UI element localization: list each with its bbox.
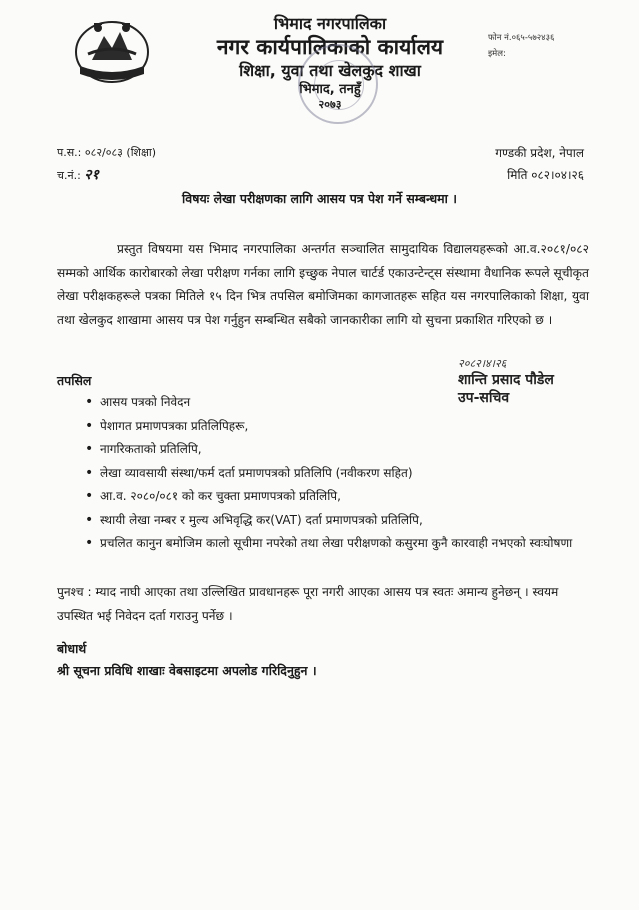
postscript-note: पुनश्च : म्याद नाघी आएका तथा उल्लिखित प्रावधानहरू पूरा नगरी आएका आसय पत्र स्वतः अमान्य हुनेछन् । स्वयम उपस्थित भई निवेदन दर्ता गराउनु पर्नेछ । (57, 585, 559, 623)
reference-block (57, 142, 156, 187)
dispatch-number: २१ (84, 167, 99, 183)
branch-name: शिक्षा, युवा तथा खेलकुद शाखा (239, 61, 421, 80)
org-name: भिमाद नगरपालिका (273, 14, 387, 33)
stamp-inner-ring (314, 60, 364, 110)
dispatch-number-row (57, 164, 156, 187)
list-item: • नागरिकताको प्रतिलिपि, (86, 439, 586, 460)
office-stamp (298, 44, 378, 124)
province-date-block (495, 142, 584, 186)
enclosure-heading: तपसिल (57, 373, 92, 388)
list-item: • प्रचलित कानुन बमोजिम कालो सूचीमा नपरेको तथा लेखा परीक्षणको कसुरमा कुनै कारवाही नभएको स्वःघोषणा (86, 533, 586, 554)
subject-line (0, 190, 639, 207)
province: गण्डकी प्रदेश, नेपाल (495, 146, 584, 160)
list-item: • आसय पत्रको निवेदन (86, 392, 586, 413)
enclosure-list (86, 392, 586, 557)
email-label: इमेल: (488, 49, 506, 59)
subject-label: विषयः (182, 191, 210, 206)
phone-number: फोन नं.०६५-५७२४३६ (488, 33, 555, 43)
municipality-emblem-icon (70, 14, 154, 86)
letter-date: मिति ०८२।०४।२६ (507, 168, 584, 182)
list-item: • लेखा व्यावसायी संस्था/फर्म दर्ता प्रमाणपत्रको प्रतिलिपि (नवीकरण सहित) (86, 463, 586, 484)
list-item: • पेशागत प्रमाणपत्रका प्रतिलिपिहरू, (86, 416, 586, 437)
signatory-name: शान्ति प्रसाद पौडेल (458, 372, 554, 388)
letter-number: प.स.: ०८२/०८३ (शिक्षा) (57, 146, 157, 159)
district-name: भिमाद, तनहुँ (299, 82, 361, 97)
office-name: नगर कार्यपालिकाको कार्यालय (216, 35, 444, 59)
list-item: • स्थायी लेखा नम्बर र मुल्य अभिवृद्धि कर(VAT) दर्ता प्रमाणपत्रको प्रतिलिपि, (86, 510, 586, 531)
contact-block (488, 30, 554, 62)
body-paragraph: प्रस्तुत विषयमा यस भिमाद नगरपालिका अन्तर्गत सञ्चालित सामुदायिक विद्यालयहरूको आ.व.२०८१/०८२ सम्मको आर्थिक कारोबारको लेखा परीक्षण गर्नका लागि इच्छुक नेपाल चार्टर्ड एकाउन्टेन्ट्स संस्थामा वैधानिक रूपले सूचीकृत लेखा परीक्षकहरूले पत्रका मितिले १५ दिन भित्र तपसिल बमोजिमका कागजातहरू सहित यस नगरपालिकाको शिक्षा, युवा तथा खेलकुद शाखामा आसय पत्र पेश गर्नुहुन सम्बन्धित सबैको जानकारीका लागि यो सुचना प्रकाशित गरिएको छ । (57, 242, 589, 327)
dispatch-label: च.नं.: (57, 169, 81, 182)
established-year: २०७३ (318, 98, 342, 111)
cc-heading: बोधार्थ (57, 641, 87, 656)
cc-line: श्री सूचना प्रविधि शाखाः वेबसाइटमा अपलोड गरिदिनुहुन । (57, 663, 317, 678)
signatory-title: उप-सचिव (458, 390, 510, 406)
list-item: • आ.व. २०८०/०८१ को कर चुक्ता प्रमाणपत्रको प्रतिलिपि, (86, 486, 586, 507)
subject-text: लेखा परीक्षणका लागि आसय पत्र पेश गर्ने सम्बन्धमा । (213, 191, 457, 206)
signature-scribble: २०८२।४।२६ (458, 357, 507, 370)
